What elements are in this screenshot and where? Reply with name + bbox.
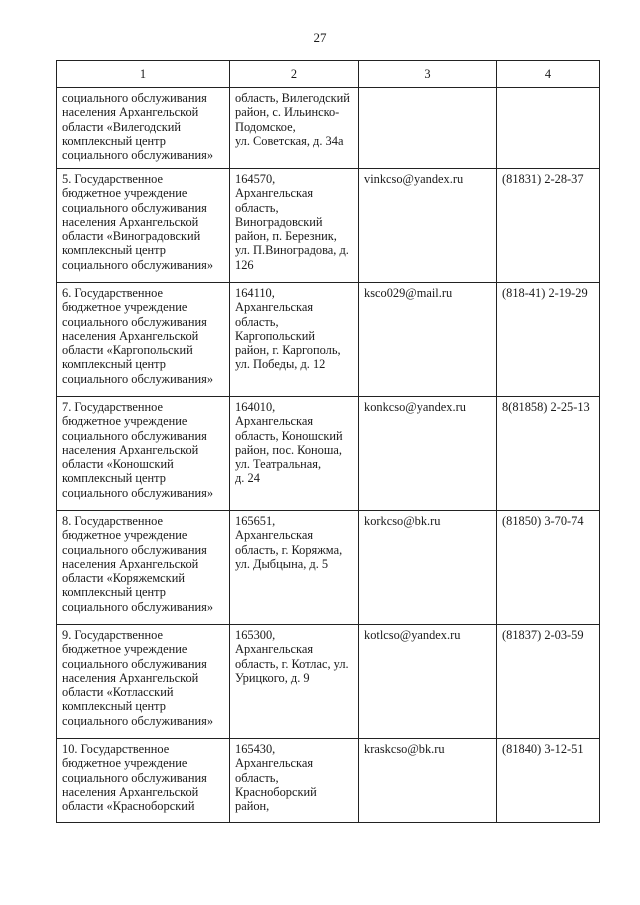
institution-email: konkcso@yandex.ru bbox=[359, 397, 497, 511]
institution-phone: (81837) 2-03-59 bbox=[497, 625, 600, 739]
institution-name: 5. Государственное бюджетное учреждение социального обслуживания населения Архангельской области «Виноградовский комплексный центр социального обслуживания» bbox=[57, 169, 230, 283]
institution-name: социального обслуживания населения Архангельской области «Вилегодский комплексный центр социального обслуживания» bbox=[57, 88, 230, 169]
institution-email: ksco029@mail.ru bbox=[359, 283, 497, 397]
table-row bbox=[57, 397, 600, 511]
column-header-1: 1 bbox=[57, 61, 230, 88]
table-row bbox=[57, 739, 600, 823]
institution-address: 164570, Архангельская область, Виноградовский район, п. Березник, ул. П.Виноградова, д. 126 bbox=[230, 169, 359, 283]
table-row bbox=[57, 88, 600, 169]
table-row bbox=[57, 511, 600, 625]
institution-email: korkcso@bk.ru bbox=[359, 511, 497, 625]
institution-name: 8. Государственное бюджетное учреждение социального обслуживания населения Архангельской области «Коряжемский комплексный центр социального обслуживания» bbox=[57, 511, 230, 625]
institution-address: 165430, Архангельская область, Красноборский район, bbox=[230, 739, 359, 823]
table-row bbox=[57, 169, 600, 283]
institution-phone: 8(81858) 2-25-13 bbox=[497, 397, 600, 511]
institution-email: vinkcso@yandex.ru bbox=[359, 169, 497, 283]
institutions-table bbox=[56, 60, 600, 823]
column-header-3: 3 bbox=[359, 61, 497, 88]
institution-address: 165651, Архангельская область, г. Коряжма, ул. Дыбцына, д. 5 bbox=[230, 511, 359, 625]
institution-address: 164010, Архангельская область, Коношский район, пос. Коноша, ул. Театральная, д. 24 bbox=[230, 397, 359, 511]
institution-phone: (818-41) 2-19-29 bbox=[497, 283, 600, 397]
table-row bbox=[57, 283, 600, 397]
institution-name: 9. Государственное бюджетное учреждение социального обслуживания населения Архангельской области «Котласский комплексный центр социального обслуживания» bbox=[57, 625, 230, 739]
institution-email: kraskcso@bk.ru bbox=[359, 739, 497, 823]
institution-phone bbox=[497, 88, 600, 169]
table-header-row bbox=[57, 61, 600, 88]
institution-address: область, Вилегодский район, с. Ильинско- Подомское, ул. Советская, д. 34а bbox=[230, 88, 359, 169]
page-number: 27 bbox=[313, 30, 327, 45]
table-row bbox=[57, 625, 600, 739]
column-header-4: 4 bbox=[497, 61, 600, 88]
column-header-2: 2 bbox=[230, 61, 359, 88]
institution-email bbox=[359, 88, 497, 169]
institution-email: kotlcso@yandex.ru bbox=[359, 625, 497, 739]
institution-name: 6. Государственное бюджетное учреждение социального обслуживания населения Архангельской области «Каргопольский комплексный центр социального обслуживания» bbox=[57, 283, 230, 397]
institution-name: 10. Государственное бюджетное учреждение социального обслуживания населения Архангельской области «Красноборский bbox=[57, 739, 230, 823]
institution-address: 165300, Архангельская область, г. Котлас, ул. Урицкого, д. 9 bbox=[230, 625, 359, 739]
institution-address: 164110, Архангельская область, Каргопольский район, г. Каргополь, ул. Победы, д. 12 bbox=[230, 283, 359, 397]
institution-name: 7. Государственное бюджетное учреждение социального обслуживания населения Архангельской области «Коношский комплексный центр социального обслуживания» bbox=[57, 397, 230, 511]
institution-phone: (81840) 3-12-51 bbox=[497, 739, 600, 823]
institution-phone: (81831) 2-28-37 bbox=[497, 169, 600, 283]
institution-phone: (81850) 3-70-74 bbox=[497, 511, 600, 625]
